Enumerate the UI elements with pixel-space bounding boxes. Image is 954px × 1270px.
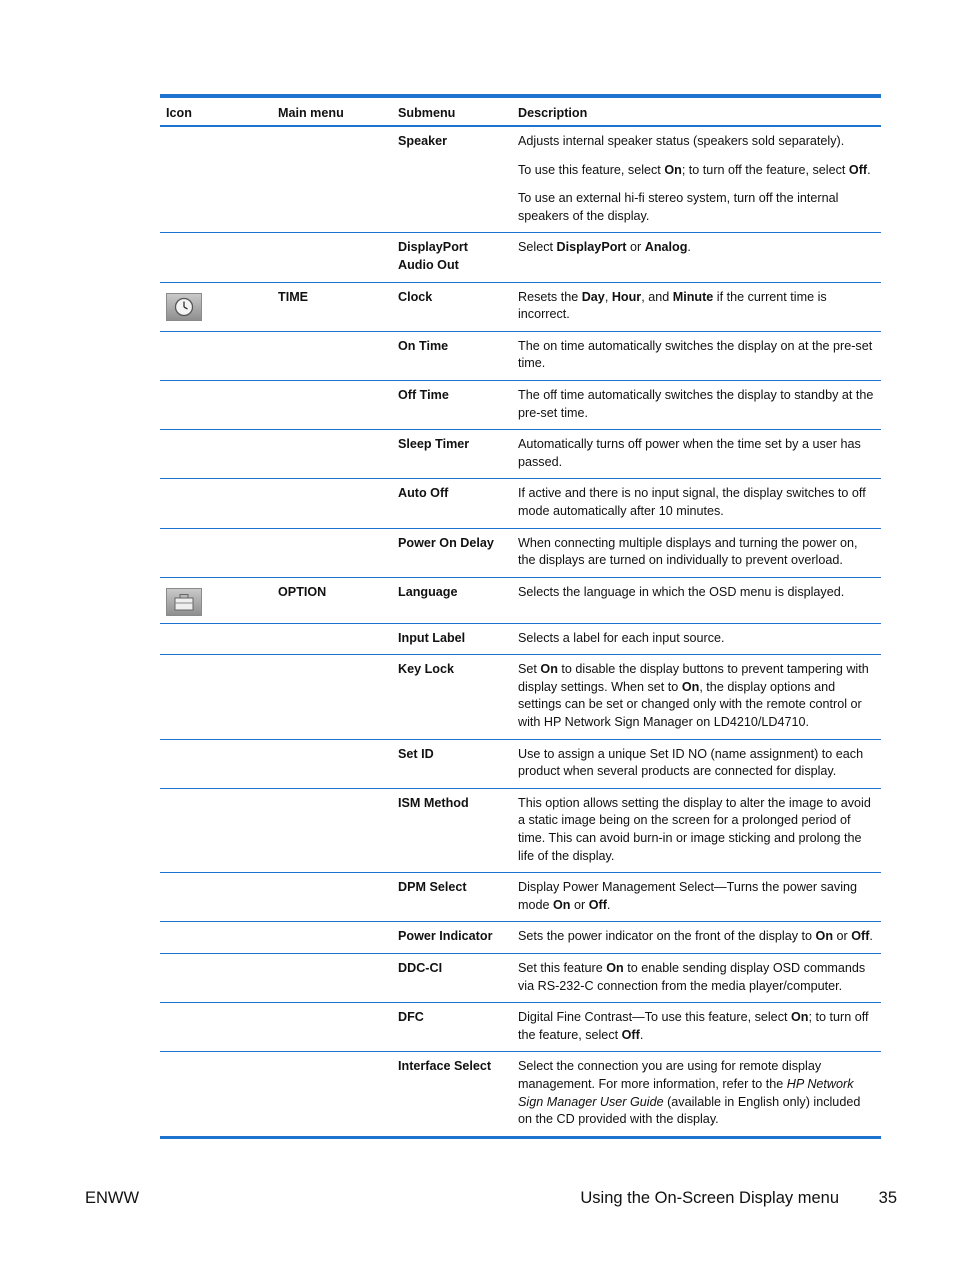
description-cell (512, 922, 881, 954)
main-menu-cell (272, 1052, 392, 1137)
submenu-cell: Power Indicator (392, 922, 512, 954)
table-row (160, 954, 881, 1003)
icon-cell (160, 380, 272, 429)
submenu-cell: Interface Select (392, 1052, 512, 1137)
description-text: to enable sending display OSD commands via RS-232-C connection from the media player/computer. (518, 961, 866, 993)
icon-cell (160, 788, 272, 872)
description-text: ; to turn off the feature, select (518, 1010, 869, 1042)
bold-term: On (606, 961, 624, 975)
table-row (160, 577, 881, 623)
description-cell (512, 380, 881, 429)
table-row (160, 479, 881, 528)
main-menu-cell (272, 126, 392, 233)
main-menu-cell (272, 623, 392, 655)
description-paragraph (518, 1058, 875, 1128)
icon-cell (160, 739, 272, 788)
icon-cell (160, 479, 272, 528)
footer-section-title: Using the On-Screen Display menu (580, 1189, 839, 1207)
description-cell (512, 873, 881, 922)
bold-term: Analog (644, 240, 688, 255)
submenu-cell: Auto Off (392, 479, 512, 528)
main-menu-cell (272, 331, 392, 380)
description-paragraph (518, 338, 875, 373)
description-text: ; to turn off the feature, select (681, 162, 849, 177)
table-header-row (160, 96, 881, 126)
description-text: This option allows setting the display to alter the image to avoid a static image being on the screen for a prolonged period of time. This can avoid burn-in or image sticking and prolong the life of the display. (518, 795, 871, 863)
description-text: Select the connection you are using for remote display management. For more information, refer to the (518, 1059, 822, 1091)
description-text: . (639, 1027, 644, 1042)
icon-cell (160, 623, 272, 655)
table-row (160, 1003, 881, 1052)
description-text: The off time automatically switches the display to standby at the pre-set time. (518, 387, 874, 420)
bold-term: Off (848, 162, 868, 177)
description-text: . (869, 929, 873, 944)
submenu-cell: DFC (392, 1003, 512, 1052)
description-paragraph (518, 535, 875, 570)
description-text: if the current time is incorrect. (518, 289, 827, 322)
description-text: The on time automatically switches the display on at the pre-set time. (518, 338, 873, 371)
description-text: Selects a label for each input source. (518, 630, 725, 645)
main-menu-cell (272, 380, 392, 429)
table-row (160, 233, 881, 282)
clock-icon (166, 293, 202, 321)
table-row (160, 380, 881, 429)
submenu-cell: Key Lock (392, 655, 512, 739)
header-submenu: Submenu (392, 96, 512, 126)
main-menu-cell (272, 655, 392, 739)
description-cell (512, 1052, 881, 1137)
table-row (160, 430, 881, 479)
table-row (160, 331, 881, 380)
icon-cell (160, 282, 272, 331)
description-paragraph (518, 436, 875, 471)
description-paragraph (518, 387, 875, 422)
description-paragraph (518, 630, 875, 648)
description-text: Automatically turns off power when the time set by a user has passed. (518, 437, 861, 469)
description-cell (512, 739, 881, 788)
description-text: , and (641, 289, 673, 304)
bold-term: Minute (672, 289, 714, 304)
submenu-cell: ISM Method (392, 788, 512, 872)
description-text: Display Power Management Select—Turns the power saving mode (518, 880, 858, 912)
description-text: . (687, 240, 691, 255)
main-menu-cell (272, 233, 392, 282)
header-description: Description (512, 96, 881, 126)
icon-cell (160, 922, 272, 954)
description-cell (512, 479, 881, 528)
table-row (160, 873, 881, 922)
description-cell (512, 331, 881, 380)
description-text: . (867, 162, 871, 177)
description-paragraph (518, 485, 875, 520)
icon-cell (160, 1003, 272, 1052)
description-paragraph (518, 960, 875, 995)
description-paragraph (518, 190, 875, 225)
description-text: (available in English only) included on the CD provided with the display. (518, 1094, 861, 1127)
description-text: , the display options and settings can be set or changed only with the remote control or with HP Network Sign Manager on LD4210/LD4710. (518, 679, 862, 730)
main-menu-cell (272, 430, 392, 479)
bold-term: On (664, 162, 682, 177)
italic-title: HP Network Sign Manager User Guide (518, 1076, 854, 1109)
main-menu-cell (272, 922, 392, 954)
description-paragraph (518, 928, 875, 946)
table-row (160, 922, 881, 954)
table-row (160, 1052, 881, 1137)
submenu-cell: Language (392, 577, 512, 623)
main-menu-cell (272, 788, 392, 872)
submenu-cell: DDC-CI (392, 954, 512, 1003)
submenu-cell: Clock (392, 282, 512, 331)
description-text: Set this feature (518, 961, 607, 975)
description-cell (512, 577, 881, 623)
submenu-cell: DisplayPort Audio Out (392, 233, 512, 282)
bold-term: On (791, 1010, 809, 1025)
bold-term: Off (621, 1027, 640, 1042)
table-row (160, 282, 881, 331)
description-text: or (833, 929, 852, 944)
icon-cell (160, 655, 272, 739)
submenu-cell: Set ID (392, 739, 512, 788)
description-text: To use this feature, select (518, 162, 665, 177)
description-text: Adjusts internal speaker status (speakers sold separately). (518, 134, 845, 148)
footer-page-number: 35 (878, 1189, 897, 1207)
description-cell (512, 430, 881, 479)
table-row (160, 126, 881, 233)
description-paragraph (518, 584, 875, 602)
submenu-cell: Sleep Timer (392, 430, 512, 479)
icon-cell (160, 430, 272, 479)
description-text: Use to assign a unique Set ID NO (name assignment) to each product when several products are connected for display. (518, 746, 864, 779)
icon-cell (160, 331, 272, 380)
bold-term: Hour (611, 289, 642, 304)
description-text: Digital Fine Contrast—To use this feature, select (518, 1010, 791, 1025)
main-menu-cell: OPTION (272, 577, 392, 623)
description-paragraph (518, 879, 875, 914)
main-menu-cell (272, 873, 392, 922)
description-text: , (604, 289, 612, 304)
description-paragraph (518, 746, 875, 781)
description-cell (512, 1003, 881, 1052)
bold-term: On (681, 679, 700, 694)
description-text: or (626, 240, 645, 255)
submenu-cell: Off Time (392, 380, 512, 429)
description-paragraph (518, 133, 875, 151)
description-paragraph (518, 661, 875, 731)
bold-term: On (553, 897, 571, 912)
table-row (160, 528, 881, 577)
description-text: Resets the (518, 289, 582, 304)
bold-term: Day (581, 289, 605, 304)
submenu-cell: On Time (392, 331, 512, 380)
description-paragraph (518, 289, 875, 324)
icon-cell (160, 954, 272, 1003)
osd-menu-table (160, 94, 881, 1139)
description-text: To use an external hi-fi stereo system, turn off the internal speakers of the display. (518, 191, 839, 223)
table-row (160, 623, 881, 655)
icon-cell (160, 528, 272, 577)
description-cell (512, 623, 881, 655)
icon-cell (160, 1052, 272, 1137)
toolbox-icon (166, 588, 202, 616)
bold-term: On (540, 662, 558, 677)
description-cell (512, 528, 881, 577)
bold-term: Off (851, 929, 870, 944)
icon-cell (160, 126, 272, 233)
description-paragraph (518, 795, 875, 865)
description-cell (512, 282, 881, 331)
icon-cell (160, 577, 272, 623)
description-paragraph (518, 162, 875, 180)
description-cell (512, 126, 881, 233)
bold-term: Off (588, 897, 607, 912)
table-row (160, 739, 881, 788)
description-text: to disable the display buttons to prevent tampering with display settings. When set to (518, 662, 869, 694)
description-text: When connecting multiple displays and turning the power on, the displays are turned on individually to prevent overload. (518, 535, 858, 568)
submenu-cell: DPM Select (392, 873, 512, 922)
description-cell (512, 233, 881, 282)
table-body (160, 126, 881, 1137)
submenu-cell: Input Label (392, 623, 512, 655)
main-menu-cell (272, 528, 392, 577)
main-menu-cell (272, 479, 392, 528)
description-paragraph (518, 1009, 875, 1044)
description-cell (512, 954, 881, 1003)
icon-cell (160, 233, 272, 282)
icon-cell (160, 873, 272, 922)
description-text: If active and there is no input signal, the display switches to off mode automatically after 10 minutes. (518, 486, 866, 518)
description-text: . (606, 897, 611, 912)
footer-doc-code: ENWW (85, 1189, 140, 1207)
main-menu-cell: TIME (272, 282, 392, 331)
submenu-cell: Speaker (392, 126, 512, 233)
description-text: Set (518, 662, 541, 677)
description-cell (512, 655, 881, 739)
submenu-cell: Power On Delay (392, 528, 512, 577)
description-text: or (570, 897, 589, 912)
description-paragraph (518, 239, 875, 257)
description-text: Select (518, 240, 557, 255)
description-text: Selects the language in which the OSD menu is displayed. (518, 584, 845, 599)
header-main-menu: Main menu (272, 96, 392, 126)
table-row (160, 788, 881, 872)
table-row (160, 655, 881, 739)
header-icon: Icon (160, 96, 272, 126)
bold-term: DisplayPort (556, 240, 627, 255)
main-menu-cell (272, 954, 392, 1003)
description-cell (512, 788, 881, 872)
main-menu-cell (272, 1003, 392, 1052)
main-menu-cell (272, 739, 392, 788)
bold-term: On (815, 929, 834, 944)
description-text: Sets the power indicator on the front of the display to (518, 929, 816, 944)
